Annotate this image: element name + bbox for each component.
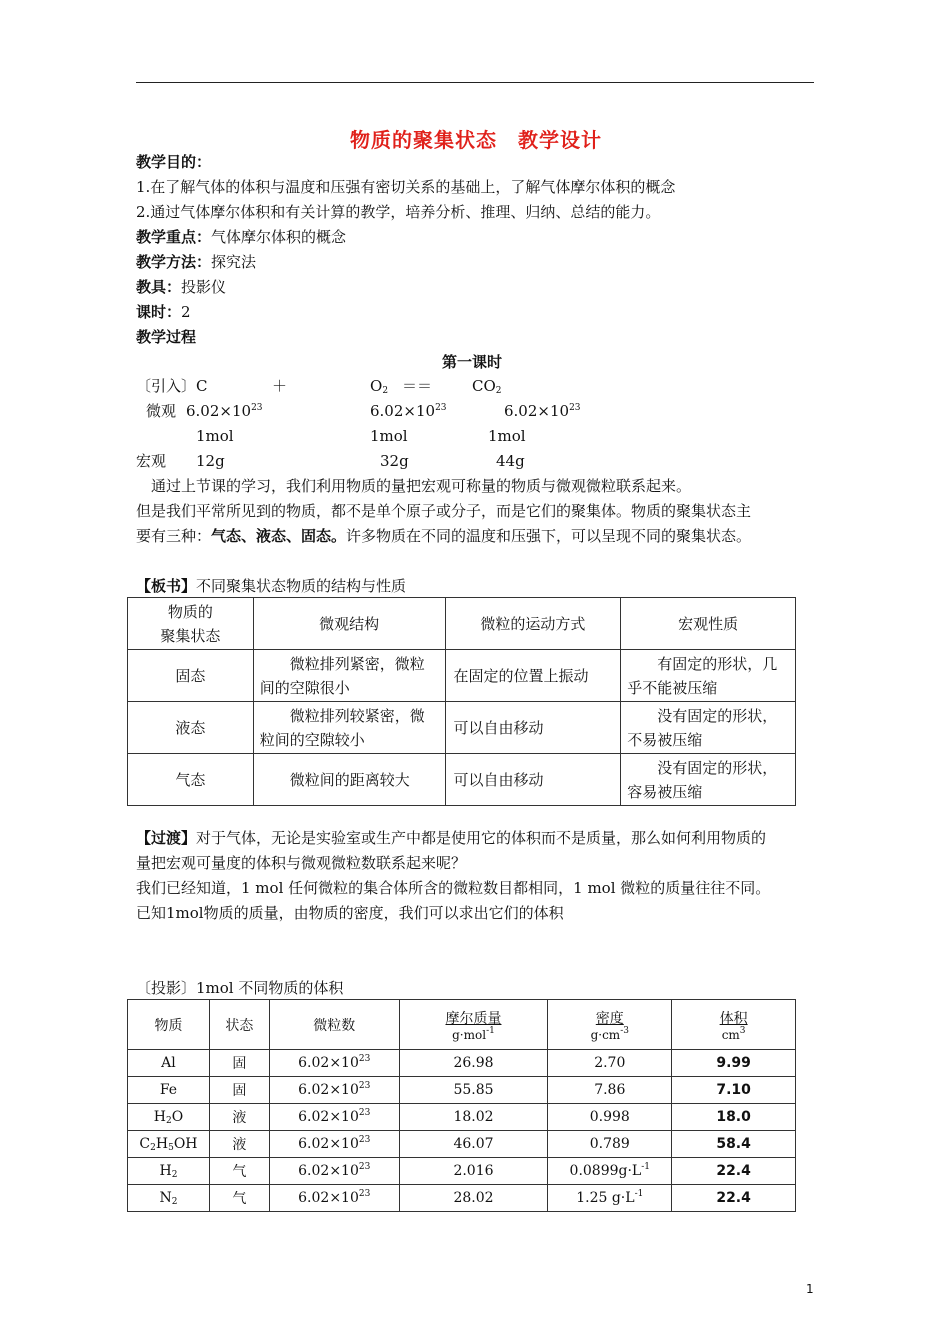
tools-value: 投影仪 xyxy=(181,278,227,296)
board-text: 不同聚集状态物质的结构与性质 xyxy=(196,577,407,595)
header-property: 宏观性质 xyxy=(621,598,796,650)
states-table xyxy=(127,597,796,806)
page-number: 1 xyxy=(806,1282,814,1296)
paragraph-4: 已知1mol物质的质量，由物质的密度，我们可以求出它们的体积 xyxy=(136,904,564,922)
reaction-o2: $O_2$ xyxy=(370,377,389,396)
header-rule xyxy=(136,82,814,83)
board-label: 【板书】 xyxy=(136,577,197,595)
hours-label: 课时： xyxy=(136,303,182,321)
hours-value: 2 xyxy=(181,303,191,321)
mass-c: 12g xyxy=(196,452,225,470)
table-row: $H_2$ 气 $6.02\times 10^{23}$ 2.016 $0.0899g\cdot L^{-1}$ 22.4 xyxy=(128,1158,796,1185)
process-label: 教学过程 xyxy=(136,328,197,346)
method-value: 探究法 xyxy=(211,253,257,271)
macro-label: 宏观 xyxy=(136,452,167,470)
table-row: 固态 微粒排列紧密，微粒间的空隙很小 在固定的位置上振动 有固定的形状，几乎不能被压缩 xyxy=(128,650,796,702)
reaction-intro: 〔引入〕C xyxy=(136,377,208,395)
table-row: $C_2H_5OH$ 液 $6.02\times 10^{23}$ 46.07 0.789 58.4 xyxy=(128,1131,796,1158)
mol-c: 1mol xyxy=(196,427,234,445)
mol-o2: 1mol xyxy=(370,427,408,445)
states-emphasis: 气态、液态、固态。 xyxy=(211,527,347,545)
focus-label: 教学重点： xyxy=(136,228,212,246)
projection-caption: 〔投影〕1mol 不同物质的体积 xyxy=(136,979,344,997)
micro-label: 微观 xyxy=(146,402,177,420)
tools-line xyxy=(136,275,226,299)
objectives-label: 教学目的： xyxy=(136,153,212,171)
method-label: 教学方法： xyxy=(136,253,212,271)
micro-co2: $6.02\times 10^{23}$ xyxy=(504,402,581,420)
table-header-row xyxy=(128,598,796,650)
table-header-row: 物质 状态 微粒数 摩尔质量 g·mol$^{-1}$ 密度 $g\cdot cm^{-3}$ 体积 $cm^3$ xyxy=(128,1000,796,1050)
header-state: 物质的 聚集状态 xyxy=(128,598,254,650)
transition-label: 【过渡】 xyxy=(136,829,197,847)
hours-line xyxy=(136,300,191,324)
table-row: $N_2$ 气 $6.02\times 10^{23}$ 28.02 1.25 $g\cdot L^{-1}$ 22.4 xyxy=(128,1185,796,1212)
transition-line-2: 量把宏观可量度的体积与微观微粒数联系起来呢？ xyxy=(136,854,467,872)
paragraph-2b: 要有三种：气态、液态、固态。许多物质在不同的温度和压强下，可以呈现不同的聚集状态。 xyxy=(136,527,752,545)
paragraph-2a: 但是我们平常所见到的物质，都不是单个原子或分子，而是它们的聚集体。物质的聚集状态主 xyxy=(136,502,752,520)
mass-o2: 32g xyxy=(380,452,409,470)
reaction-equals: ＝＝ xyxy=(402,377,433,395)
paragraph-1: 通过上节课的学习，我们利用物质的量把宏观可称量的物质与微观微粒联系起来。 xyxy=(151,477,692,495)
header-motion: 微粒的运动方式 xyxy=(445,598,621,650)
method-line xyxy=(136,250,256,274)
mol-co2: 1mol xyxy=(488,427,526,445)
paragraph-3: 我们已经知道，1 mol 任何微粒的集合体所含的微粒数目都相同，1 mol 微粒的质量往往不同。 xyxy=(136,879,771,897)
table-row: Fe 固 $6.02\times 10^{23}$ 55.85 7.86 7.10 xyxy=(128,1077,796,1104)
mass-co2: 44g xyxy=(496,452,525,470)
table-row: 液态 微粒排列较紧密，微粒间的空隙较小 可以自由移动 没有固定的形状，不易被压缩 xyxy=(128,702,796,754)
volume-table xyxy=(127,999,796,1212)
micro-o2: $6.02\times 10^{23}$ xyxy=(370,402,447,420)
table-row: $H_2O$ 液 $6.02\times 10^{23}$ 18.02 0.998 18.0 xyxy=(128,1104,796,1131)
focus-value: 气体摩尔体积的概念 xyxy=(211,228,347,246)
page-title: 物质的聚集状态 教学设计 xyxy=(350,128,602,152)
table-row: Al 固 $6.02\times 10^{23}$ 26.98 2.70 9.99 xyxy=(128,1050,796,1077)
table-row: 气态 微粒间的距离较大 可以自由移动 没有固定的形状，容易被压缩 xyxy=(128,754,796,806)
reaction-plus: ＋ xyxy=(272,377,288,395)
header-structure: 微观结构 xyxy=(253,598,445,650)
objective-1: 1.在了解气体的体积与温度和压强有密切关系的基础上，了解气体摩尔体积的概念 xyxy=(136,178,676,196)
objective-2: 2.通过气体摩尔体积和有关计算的教学，培养分析、推理、归纳、总结的能力。 xyxy=(136,203,661,221)
tools-label: 教具： xyxy=(136,278,182,296)
micro-c: $6.02\times 10^{23}$ xyxy=(186,402,263,420)
board-line xyxy=(136,574,406,598)
reaction-co2: $CO_2$ xyxy=(472,377,502,396)
focus-line xyxy=(136,225,346,249)
lesson-heading: 第一课时 xyxy=(442,353,503,371)
transition-line: 【过渡】对于气体，无论是实验室或生产中都是使用它的体积而不是质量，那么如何利用物质的 xyxy=(136,829,767,847)
